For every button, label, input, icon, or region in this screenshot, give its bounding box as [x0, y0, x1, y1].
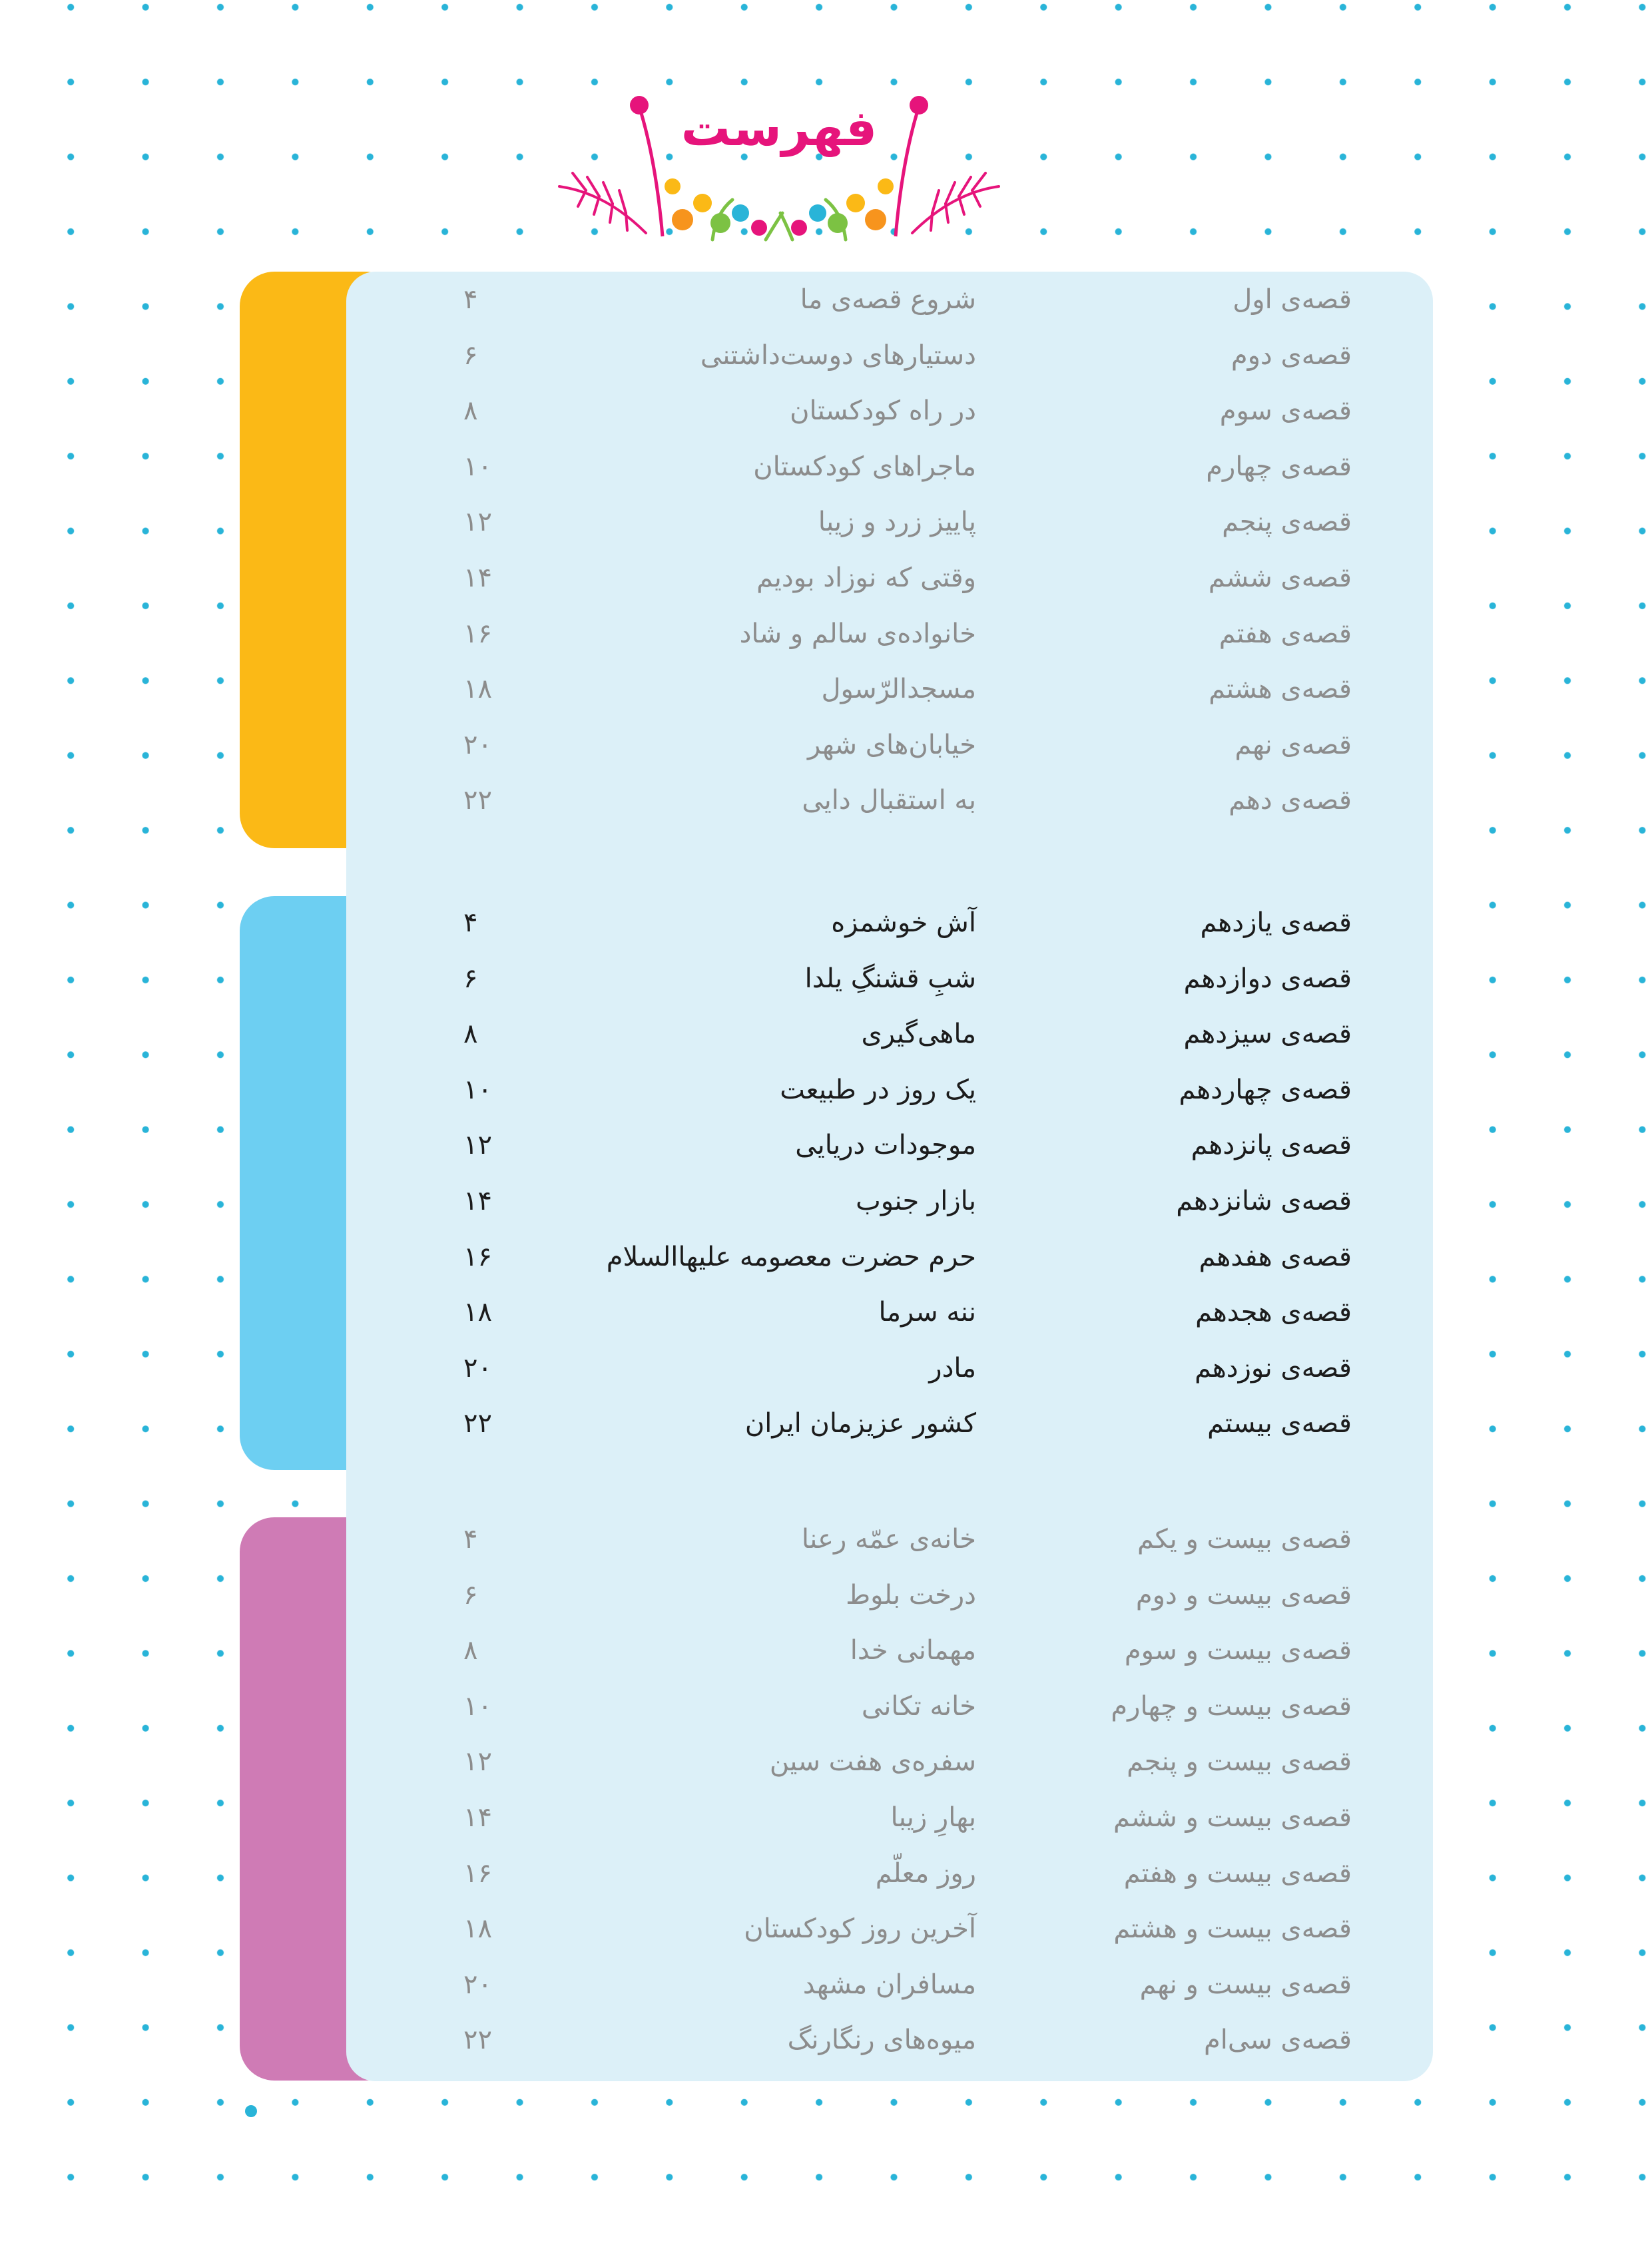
chapter-label: قصه‌ی یازدهم: [1200, 907, 1352, 938]
toc-row: [346, 1229, 1433, 1285]
story-title: درخت بلوط: [846, 1579, 976, 1611]
toc-row: [346, 494, 1433, 550]
toc-row: [346, 661, 1433, 717]
chapter-label: قصه‌ی شانزدهم: [1176, 1186, 1352, 1216]
toc-row: [346, 1957, 1433, 2013]
story-title: پاییز زرد و زیبا: [818, 507, 976, 538]
page-number: ۱۸: [463, 674, 492, 705]
story-title: مهمانی خدا: [850, 1635, 976, 1666]
title-banner: [546, 80, 1012, 253]
page-number: ۱۶: [463, 1241, 492, 1272]
toc-row: [346, 1790, 1433, 1846]
toc-row: [346, 2012, 1433, 2068]
chapter-label: قصه‌ی سوم: [1219, 395, 1352, 427]
chapter-label: قصه‌ی بیست و ششم: [1113, 1802, 1352, 1833]
toc-row: [346, 1284, 1433, 1340]
toc-row: [346, 328, 1433, 383]
toc-row: [346, 717, 1433, 773]
story-title: سفره‌ی هفت سین: [769, 1746, 976, 1778]
chapter-label: قصه‌ی چهاردهم: [1179, 1074, 1352, 1105]
page-number: ۸: [463, 1019, 478, 1050]
chapter-label: قصه‌ی هشتم: [1209, 674, 1352, 705]
story-title: موجودات دریایی: [795, 1130, 976, 1161]
story-title: خانه تکانی: [861, 1690, 976, 1722]
page-title: فهرست: [681, 100, 878, 157]
toc-row: [346, 951, 1433, 1007]
page-number: ۱۴: [463, 1802, 492, 1833]
story-title: حرم حضرت معصومه عليهاالسلام: [606, 1241, 976, 1272]
page-number: ۱۰: [463, 451, 492, 482]
table-of-contents: [346, 272, 1433, 2081]
toc-row: [346, 1846, 1433, 1901]
chapter-label: قصه‌ی پنجم: [1222, 507, 1352, 538]
toc-row: [346, 1567, 1433, 1623]
toc-row: [346, 1395, 1433, 1451]
story-title: بهارِ زیبا: [890, 1802, 976, 1833]
story-title: خیابان‌های شهر: [807, 729, 976, 760]
chapter-label: قصه‌ی بیست و چهارم: [1111, 1690, 1352, 1722]
story-title: وقتی که نوزاد بودیم: [756, 563, 976, 593]
story-title: بازار جنوب: [856, 1186, 976, 1216]
chapter-label: قصه‌ی دوم: [1231, 340, 1352, 371]
toc-row: [346, 1062, 1433, 1118]
story-title: میوه‌های رنگارنگ: [787, 2025, 976, 2056]
page-number: ۱۶: [463, 618, 492, 649]
chapter-label: قصه‌ی پانزدهم: [1191, 1130, 1352, 1161]
chapter-label: قصه‌ی چهارم: [1206, 451, 1352, 482]
page-number: ۶: [463, 963, 478, 994]
story-title: خانه‌ی عمّه رعنا: [801, 1524, 976, 1555]
story-title: خانواده‌ی سالم و شاد: [739, 618, 976, 649]
chapter-label: قصه‌ی بیست و یکم: [1137, 1524, 1352, 1555]
story-title: ماهی‌گیری: [861, 1019, 976, 1050]
page-number: ۱۰: [463, 1690, 492, 1722]
chapter-label: قصه‌ی اول: [1233, 284, 1352, 315]
page-number: ۴: [463, 1524, 478, 1555]
story-title: آخرین روز کودکستان: [744, 1913, 976, 1945]
story-title: مادر: [929, 1352, 976, 1383]
story-title: ماجراهای کودکستان: [753, 451, 976, 482]
toc-row: [346, 606, 1433, 662]
page-number: ۱۴: [463, 563, 492, 593]
page-number: ۴: [463, 907, 478, 938]
chapter-label: قصه‌ی سی‌ام: [1203, 2025, 1352, 2056]
toc-row: [346, 1340, 1433, 1396]
page-number: ۲۰: [463, 1352, 492, 1383]
chapter-label: قصه‌ی بیست و هشتم: [1113, 1913, 1352, 1945]
toc-row: [346, 1173, 1433, 1229]
chapter-label: قصه‌ی نهم: [1235, 729, 1352, 760]
toc-row: [346, 772, 1433, 828]
page-number: ۶: [463, 340, 478, 371]
page-number: ۴: [463, 284, 478, 315]
page-number: ۱۴: [463, 1186, 492, 1216]
story-title: به استقبال دایی: [802, 785, 976, 816]
page-number: ۸: [463, 1635, 478, 1666]
story-title: ننه سرما: [878, 1297, 976, 1328]
page-number: ۱۲: [463, 1746, 492, 1778]
page-number: ۱۸: [463, 1297, 492, 1328]
story-title: کشور عزیزمان ایران: [744, 1408, 976, 1439]
chapter-label: قصه‌ی سیزدهم: [1183, 1019, 1352, 1050]
toc-row: [346, 1678, 1433, 1734]
chapter-label: قصه‌ی بیستم: [1207, 1408, 1352, 1439]
page-number: ۲۲: [463, 785, 492, 816]
chapter-label: قصه‌ی بیست و سوم: [1124, 1635, 1352, 1666]
chapter-label: قصه‌ی بیست و دوم: [1135, 1579, 1352, 1611]
page-number: ۱۸: [463, 1913, 492, 1945]
chapter-label: قصه‌ی هفدهم: [1199, 1241, 1352, 1272]
toc-row: [346, 550, 1433, 606]
chapter-label: قصه‌ی هجدهم: [1195, 1297, 1352, 1328]
story-title: دستیارهای دوست‌داشتنی: [700, 340, 976, 371]
chapter-label: قصه‌ی دهم: [1229, 785, 1352, 816]
toc-row: [346, 1117, 1433, 1173]
story-title: شبِ قشنگِ یلدا: [804, 963, 976, 994]
toc-row: [346, 1734, 1433, 1790]
chapter-label: قصه‌ی دوازدهم: [1183, 963, 1352, 994]
story-title: آش خوشمزه: [831, 907, 976, 938]
page-number: ۱۲: [463, 1130, 492, 1161]
toc-row: [346, 272, 1433, 328]
page-number: ۱۲: [463, 507, 492, 538]
page-number: ۲۰: [463, 1969, 492, 2000]
toc-row: [346, 383, 1433, 439]
accent-dot: [245, 2105, 257, 2117]
toc-row: [346, 1006, 1433, 1062]
toc-row: [346, 1511, 1433, 1567]
chapter-label: قصه‌ی بیست و نهم: [1139, 1969, 1352, 2000]
story-title: شروع قصه‌ی ما: [800, 284, 976, 315]
chapter-label: قصه‌ی بیست و پنجم: [1127, 1746, 1352, 1778]
story-title: یک روز در طبیعت: [780, 1074, 976, 1105]
story-title: روز معلّم: [875, 1858, 976, 1889]
toc-row: [346, 895, 1433, 951]
chapter-label: قصه‌ی ششم: [1208, 563, 1352, 593]
story-title: در راه کودکستان: [790, 395, 976, 427]
page-number: ۶: [463, 1579, 478, 1611]
page-number: ۸: [463, 395, 478, 427]
page-number: ۲۲: [463, 1408, 492, 1439]
toc-row: [346, 1901, 1433, 1957]
toc-row: [346, 1622, 1433, 1678]
page-number: ۲۲: [463, 2025, 492, 2056]
toc-row: [346, 439, 1433, 495]
page-number: ۲۰: [463, 729, 492, 760]
chapter-label: قصه‌ی بیست و هفتم: [1123, 1858, 1352, 1889]
chapter-label: قصه‌ی نوزدهم: [1195, 1352, 1352, 1383]
page-number: ۱۰: [463, 1074, 492, 1105]
page-number: ۱۶: [463, 1858, 492, 1889]
story-title: مسجدالرّسول: [821, 674, 976, 705]
chapter-label: قصه‌ی هفتم: [1219, 618, 1352, 649]
story-title: مسافران مشهد: [802, 1969, 976, 2000]
